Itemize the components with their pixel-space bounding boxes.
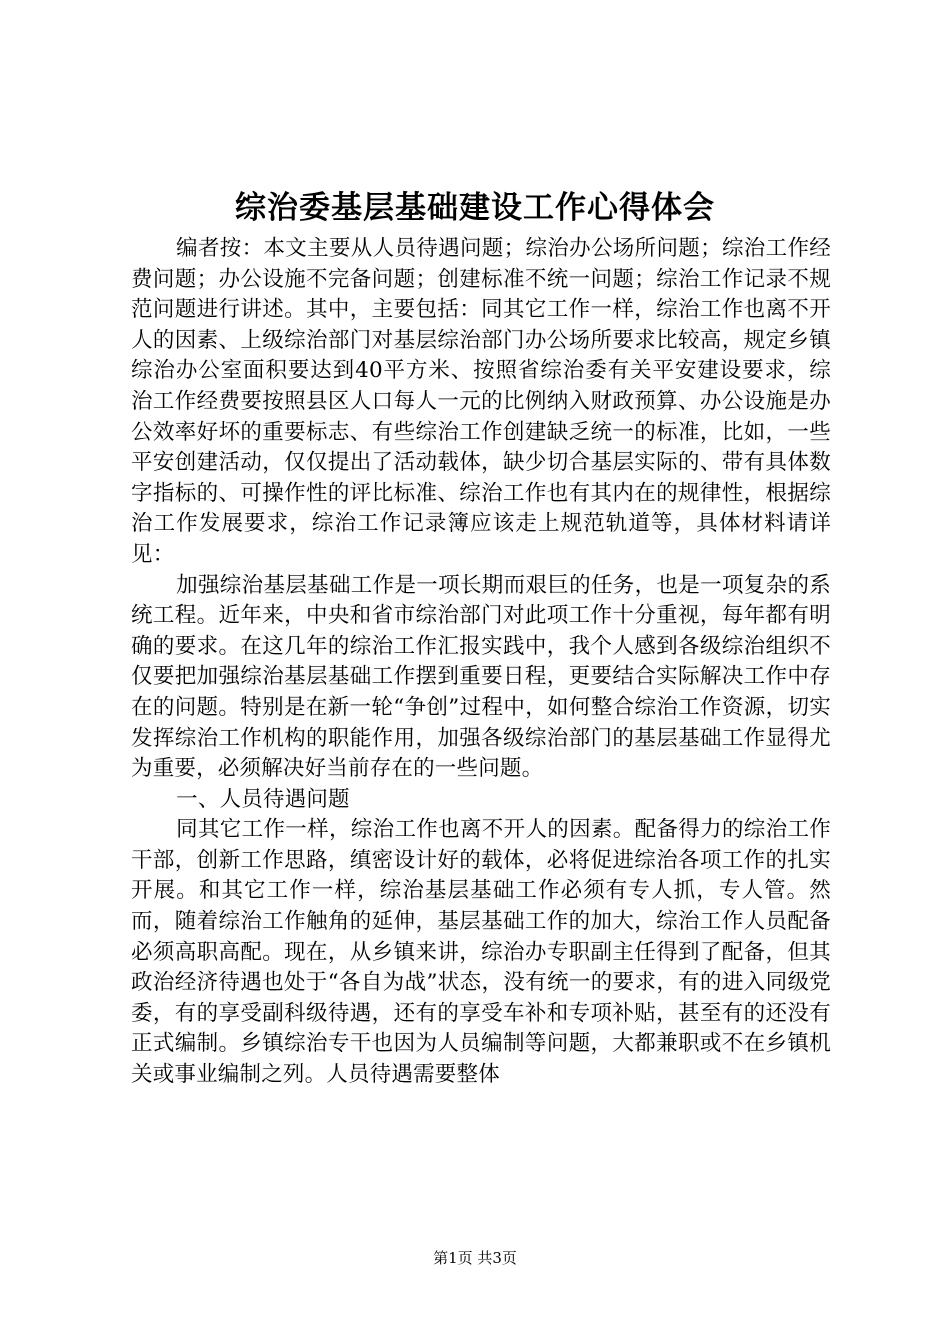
section-heading: 一、人员待遇问题	[176, 786, 350, 812]
intro-paragraph: 加强综治基层基础工作是一项长期而艰巨的任务，也是一项复杂的系统工程。近年来，中央和省市综治部门对此项工作十分重视，每年都有明确的要求。在这几年的综治工作汇报实践中，我个人感到各级综治组织不仅要把加强综治基层基础工作摆到重要日程，更要结合实际解决工作中存在的问题。特别是在新一轮“争创”过程中，如何整合综治工作资源，切实发挥综治工作机构的职能作用，加强各级综治部门的基层基础工作显得尤为重要，必须解决好当前存在的一些问题。	[131, 572, 831, 782]
document-body	[131, 234, 831, 1091]
editor-note-paragraph: 编者按：本文主要从人员待遇问题；综治办公场所问题；综治工作经费问题；办公设施不完备问题；创建标准不统一问题；综治工作记录不规范问题进行讲述。其中，主要包括：同其它工作一样，综治工作也离不开人的因素、上级综治部门对基层综治部门办公场所要求比较高，规定乡镇综治办公室面积要达到40平方米、按照省综治委有关平安建设要求，综治工作经费要按照县区人口每人一元的比例纳入财政预算、办公设施是办公效率好坏的重要标志、有些综治工作创建缺乏统一的标准，比如，一些平安创建活动，仅仅提出了活动载体，缺少切合基层实际的、带有具体数字指标的、可操作性的评比标准、综治工作也有其内在的规律性，根据综治工作发展要求，综治工作记录簿应该走上规范轨道等，具体材料请详见：	[131, 236, 831, 567]
body-paragraph: 同其它工作一样，综治工作也离不开人的因素。配备得力的综治工作干部，创新工作思路，缜密设计好的载体，必将促进综治各项工作的扎实开展。和其它工作一样，综治基层基础工作必须有专人抓，专人管。然而，随着综治工作触角的延伸，基层基础工作的加大，综治工作人员配备必须高职高配。现在，从乡镇来讲，综治办专职副主任得到了配备，但其政治经济待遇也处于“各自为战”状态，没有统一的要求，有的进入同级党委，有的享受副科级待遇，还有的享受车补和专项补贴，甚至有的还没有正式编制。乡镇综治专干也因为人员编制等问题，大都兼职或不在乡镇机关或事业编制之列。人员待遇需要整体	[131, 817, 831, 1088]
page-number: 第1页 共3页	[433, 1249, 517, 1267]
document-title: 综治委基层基础建设工作心得体会	[235, 190, 715, 226]
